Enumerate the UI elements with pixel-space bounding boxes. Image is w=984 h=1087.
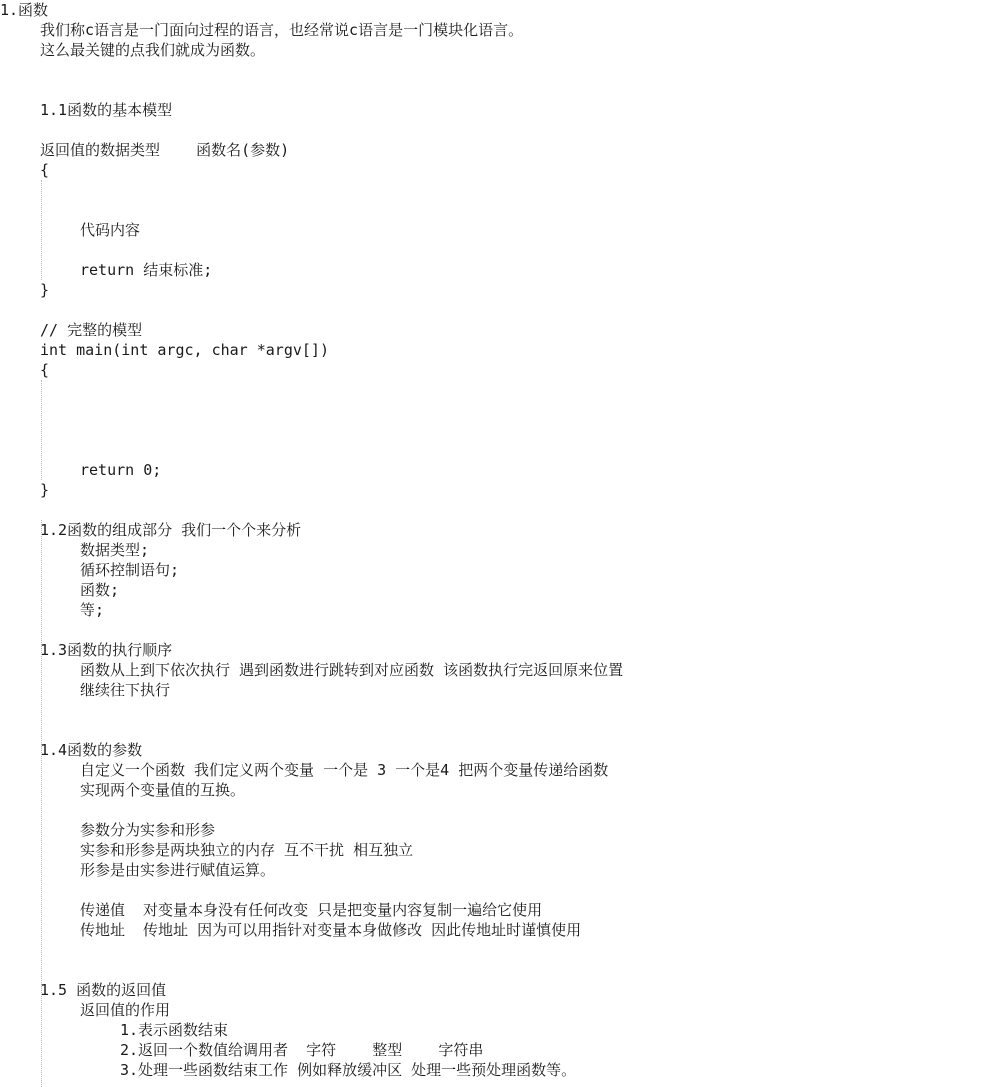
text-line: 1.1函数的基本模型: [40, 101, 173, 119]
text-line: 1.函数: [0, 1, 49, 19]
text-line: 自定义一个函数 我们定义两个变量 一个是 3 一个是4 把两个变量传递给函数: [80, 761, 609, 779]
indent-guide: [41, 380, 42, 480]
text-line: 1.3函数的执行顺序: [40, 641, 173, 659]
text-line: 我们称c语言是一门面向过程的语言，也经常说c语言是一门模块化语言。: [40, 21, 524, 39]
text-line: 实参和形参是两块独立的内存 互不干扰 相互独立: [80, 841, 414, 859]
indent-guide: [41, 520, 42, 1087]
text-line: 2.返回一个数值给调用者 字符 整型 字符串: [120, 1041, 484, 1059]
text-line: 传地址 传地址 因为可以用指针对变量本身做修改 因此传地址时谨慎使用: [80, 921, 582, 939]
indent-guide: [41, 180, 42, 280]
text-line: 数据类型;: [80, 541, 150, 559]
text-line: 循环控制语句;: [80, 561, 180, 579]
text-line: {: [40, 161, 50, 179]
text-line: 1.2函数的组成部分 我们一个个来分析: [40, 521, 302, 539]
text-line: }: [40, 281, 50, 299]
text-line: 实现两个变量值的互换。: [80, 781, 246, 799]
text-line: 返回值的作用: [80, 1001, 171, 1019]
text-line: 1.4函数的参数: [40, 741, 143, 759]
text-line: 继续往下执行: [80, 681, 171, 699]
text-line: 代码内容: [80, 221, 141, 239]
text-line: int main(int argc, char *argv[]): [40, 341, 329, 359]
text-line: 形参是由实参进行赋值运算。: [80, 861, 276, 879]
text-line: 函数从上到下依次执行 遇到函数进行跳转到对应函数 该函数执行完返回原来位置: [80, 661, 624, 679]
text-line: 返回值的数据类型 函数名(参数): [40, 141, 290, 159]
text-line: 参数分为实参和形参: [80, 821, 216, 839]
text-line: 这么最关键的点我们就成为函数。: [40, 41, 266, 59]
text-line: 等;: [80, 601, 105, 619]
text-line: }: [40, 481, 50, 499]
text-line: {: [40, 361, 50, 379]
text-line: 1.5 函数的返回值: [40, 981, 167, 999]
text-line: return 结束标准;: [80, 261, 213, 279]
text-line: // 完整的模型: [40, 321, 143, 339]
text-line: return 0;: [80, 461, 162, 479]
text-line: 传递值 对变量本身没有任何改变 只是把变量内容复制一遍给它使用: [80, 901, 543, 919]
text-line: 函数;: [80, 581, 120, 599]
text-line: 3.处理一些函数结束工作 例如释放缓冲区 处理一些预处理函数等。: [120, 1061, 577, 1079]
text-line: 1.表示函数结束: [120, 1021, 229, 1039]
